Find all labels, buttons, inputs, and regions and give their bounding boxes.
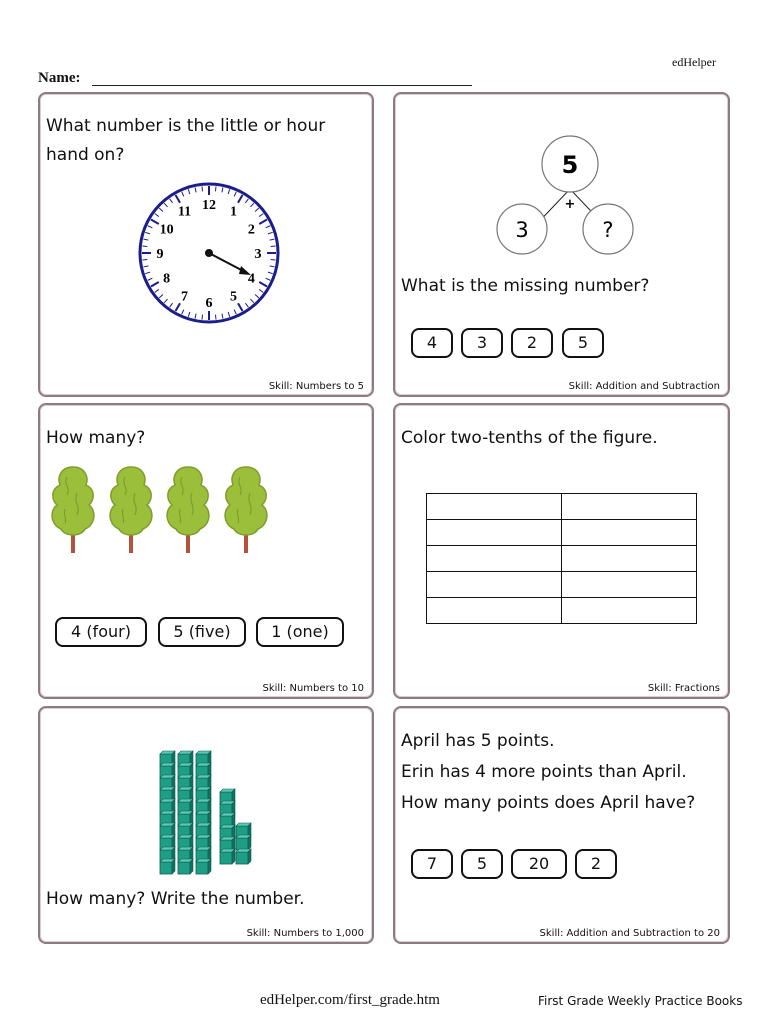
block-unit — [196, 859, 211, 874]
clock-number: 7 — [181, 289, 188, 305]
bond-top: 5 — [561, 151, 579, 179]
clock-tick — [202, 186, 203, 191]
block-unit — [160, 859, 175, 874]
name-label: Name: — [38, 70, 81, 86]
fraction-cell[interactable] — [562, 546, 697, 572]
blocks-card — [38, 706, 374, 944]
clock-number: 8 — [163, 271, 171, 287]
fraction-cell[interactable] — [427, 572, 562, 598]
clock-tick — [215, 186, 216, 191]
trees-skill: Skill: Numbers to 10 — [262, 683, 364, 694]
name-line[interactable] — [92, 85, 472, 86]
clock-number: 9 — [156, 247, 164, 262]
clock-number: 1 — [230, 204, 237, 220]
clock-number: 4 — [247, 271, 255, 287]
clock-number: 2 — [247, 222, 255, 238]
fraction-figure[interactable] — [426, 493, 697, 624]
clock-number: 10 — [159, 222, 174, 238]
trees-option-1[interactable]: 4 (four) — [55, 617, 147, 647]
clock-tick — [142, 246, 147, 247]
clock-skill: Skill: Numbers to 5 — [268, 381, 364, 392]
tree-icon — [105, 463, 157, 555]
trees-question: How many? — [46, 428, 146, 448]
fraction-cell[interactable] — [562, 494, 697, 520]
tree-icon — [220, 463, 272, 555]
clock-number: 3 — [254, 247, 262, 262]
fraction-question: Color two-tenths of the figure. — [401, 428, 658, 448]
number-bond-card — [393, 92, 730, 397]
tree-icon — [47, 463, 99, 555]
fraction-skill: Skill: Fractions — [647, 683, 720, 694]
clock-number: 12 — [202, 198, 216, 213]
fraction-cell[interactable] — [427, 546, 562, 572]
word-line-1: April has 5 points. — [401, 731, 555, 751]
trees-card — [38, 403, 374, 699]
clock-question: What number is the little or hour hand on? — [46, 116, 326, 165]
clock-tick — [202, 315, 203, 320]
word-option-3[interactable]: 20 — [511, 849, 567, 879]
bond-option-1[interactable]: 4 — [411, 328, 453, 358]
fraction-cell[interactable] — [427, 520, 562, 546]
fraction-cell[interactable] — [562, 520, 697, 546]
clock-tick — [271, 259, 276, 260]
clock-card — [38, 92, 374, 397]
clock-tick — [271, 246, 276, 247]
fraction-cell[interactable] — [427, 598, 562, 624]
fraction-cell[interactable] — [562, 598, 697, 624]
block-unit — [178, 859, 193, 874]
brand-label: edHelper — [672, 55, 716, 69]
bond-option-2[interactable]: 3 — [461, 328, 503, 358]
clock-number: 5 — [230, 289, 237, 305]
bond-sign: + — [564, 197, 576, 212]
fraction-cell[interactable] — [427, 494, 562, 520]
footer-book-title: First Grade Weekly Practice Books — [538, 994, 743, 1008]
word-line-2: Erin has 4 more points than April. — [401, 762, 687, 782]
block-unit — [220, 849, 235, 864]
clock-number: 11 — [177, 204, 192, 220]
word-problem-card — [393, 706, 730, 944]
blocks-skill: Skill: Numbers to 1,000 — [246, 928, 364, 939]
fraction-cell[interactable] — [562, 572, 697, 598]
word-option-4[interactable]: 2 — [575, 849, 617, 879]
bond-right: ? — [602, 218, 614, 242]
trees-option-3[interactable]: 1 (one) — [256, 617, 344, 647]
bond-skill: Skill: Addition and Subtraction — [568, 381, 720, 392]
word-line-3: How many points does April have? — [401, 793, 696, 813]
word-skill: Skill: Addition and Subtraction to 20 — [539, 928, 720, 939]
bond-option-3[interactable]: 2 — [511, 328, 553, 358]
clock-number: 6 — [205, 296, 213, 311]
word-option-2[interactable]: 5 — [461, 849, 503, 879]
clock-tick — [142, 259, 147, 260]
footer-url[interactable]: edHelper.com/first_grade.htm — [260, 992, 440, 1008]
trees-option-2[interactable]: 5 (five) — [158, 617, 246, 647]
fraction-card — [393, 403, 730, 699]
word-option-1[interactable]: 7 — [411, 849, 453, 879]
bond-question: What is the missing number? — [401, 276, 650, 296]
tree-icon — [162, 463, 214, 555]
bond-option-4[interactable]: 5 — [562, 328, 604, 358]
clock-tick — [215, 315, 216, 320]
block-unit — [236, 835, 251, 850]
block-unit — [236, 849, 251, 864]
clock-icon — [134, 178, 284, 328]
bond-left: 3 — [515, 218, 529, 242]
number-bond-diagram — [490, 134, 650, 264]
blocks-question: How many? Write the number. — [46, 889, 305, 909]
base-ten-blocks-icon — [156, 746, 266, 876]
